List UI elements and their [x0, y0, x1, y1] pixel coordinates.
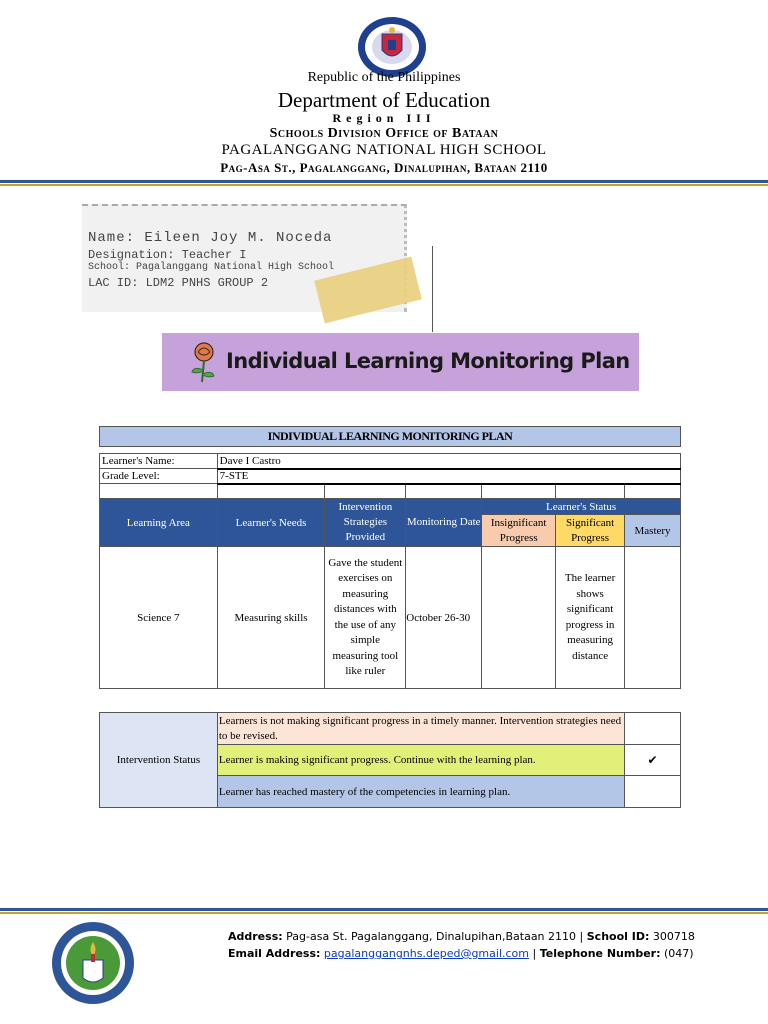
footer-phone-value: (047)	[664, 947, 694, 960]
footer-email-label: Email Address:	[228, 947, 321, 960]
col-learners-needs: Learner's Needs	[217, 499, 325, 547]
footer-address-label: Address:	[228, 930, 283, 943]
col-intervention-strategies: Intervention Strategies Provided	[325, 499, 406, 547]
header-divider-navy	[0, 180, 768, 183]
header-divider-gold	[0, 184, 768, 186]
intervention-option-text: Learner is making significant progress. Continue with the learning plan.	[217, 745, 624, 776]
note-name: Name: Eileen Joy M. Noceda	[88, 230, 333, 246]
footer-divider-navy	[0, 908, 768, 911]
footer-separator: |	[579, 930, 584, 943]
cell-insignificant	[482, 547, 556, 689]
rose-icon	[186, 340, 222, 384]
deped-seal-logo	[352, 16, 432, 78]
note-divider-line	[432, 246, 433, 332]
republic-line: Republic of the Philippines	[307, 70, 461, 85]
school-logo	[50, 920, 136, 1006]
intervention-option-mark	[625, 713, 681, 745]
grade-level-label: Grade Level:	[100, 469, 218, 484]
footer-school-id-value: 300718	[652, 930, 695, 943]
footer-contact-line	[228, 947, 694, 960]
col-learners-status: Learner's Status	[482, 499, 681, 515]
department-title: Department of Education	[277, 88, 491, 112]
grade-level-row	[100, 469, 681, 484]
intervention-option-text: Learner has reached mastery of the competencies in learning plan.	[217, 776, 624, 808]
cell-mastery	[625, 547, 681, 689]
footer-email-link[interactable]: pagalanggangnhs.deped@gmail.com	[323, 947, 529, 960]
col-mastery: Mastery	[625, 515, 681, 547]
division-line: Schools Division Office of Bataan	[269, 126, 499, 141]
learner-name-label: Learner's Name:	[100, 454, 218, 469]
header-row-1	[100, 499, 681, 515]
cell-learning-area: Science 7	[100, 547, 218, 689]
footer-separator: |	[532, 947, 537, 960]
footer-phone-label: Telephone Number:	[539, 947, 661, 960]
grade-level-value: 7-STE	[217, 469, 680, 484]
intervention-option-mark	[625, 776, 681, 808]
region-line: Region III	[332, 111, 436, 125]
note-designation: Designation: Teacher I	[88, 248, 247, 262]
gap-row	[100, 484, 681, 499]
intervention-status-table	[99, 712, 681, 808]
spacer-row	[100, 447, 681, 454]
note-school: School: Pagalanggang National High School	[88, 262, 335, 273]
col-monitoring-date: Monitoring Date	[406, 499, 482, 547]
cell-monitoring-date: October 26-30	[406, 547, 482, 689]
banner-title: Individual Learning Monitoring Plan	[226, 349, 630, 373]
footer-divider-gold	[0, 912, 768, 914]
footer-address-value: Pag-asa St. Pagalanggang, Dinalupihan,Bataan 2110	[286, 930, 577, 943]
school-name: PAGALANGGANG NATIONAL HIGH SCHOOL	[221, 142, 547, 158]
intervention-status-label: Intervention Status	[100, 713, 218, 808]
cell-strategies: Gave the student exercises on measuring distances with the use of any simple measuring tool like ruler	[325, 547, 406, 689]
intervention-option-row	[100, 713, 681, 745]
plan-title-row	[100, 427, 681, 447]
col-insignificant-progress: Insignificant Progress	[482, 515, 556, 547]
cell-significant: The learner shows significant progress in measuring distance	[556, 547, 625, 689]
checkmark-icon: ✔	[625, 745, 681, 776]
learner-name-value: Dave I Castro	[217, 454, 680, 469]
footer-address-line	[228, 930, 695, 943]
plan-title: INDIVIDUAL LEARNING MONITORING PLAN	[100, 427, 681, 447]
cell-learners-needs: Measuring skills	[217, 547, 325, 689]
learning-plan-table	[99, 426, 681, 689]
plan-data-row	[100, 547, 681, 689]
school-address: Pag-Asa St., Pagalanggang, Dinalupihan, Bataan 2110	[220, 160, 548, 175]
intervention-option-text: Learners is not making significant progress in a timely manner. Intervention strategies need to be revised.	[217, 713, 624, 745]
col-significant-progress: Significant Progress	[556, 515, 625, 547]
learner-name-row	[100, 454, 681, 469]
footer-school-id-label: School ID:	[586, 930, 650, 943]
note-lac-id: LAC ID: LDM2 PNHS GROUP 2	[88, 276, 269, 290]
col-learning-area: Learning Area	[100, 499, 218, 547]
